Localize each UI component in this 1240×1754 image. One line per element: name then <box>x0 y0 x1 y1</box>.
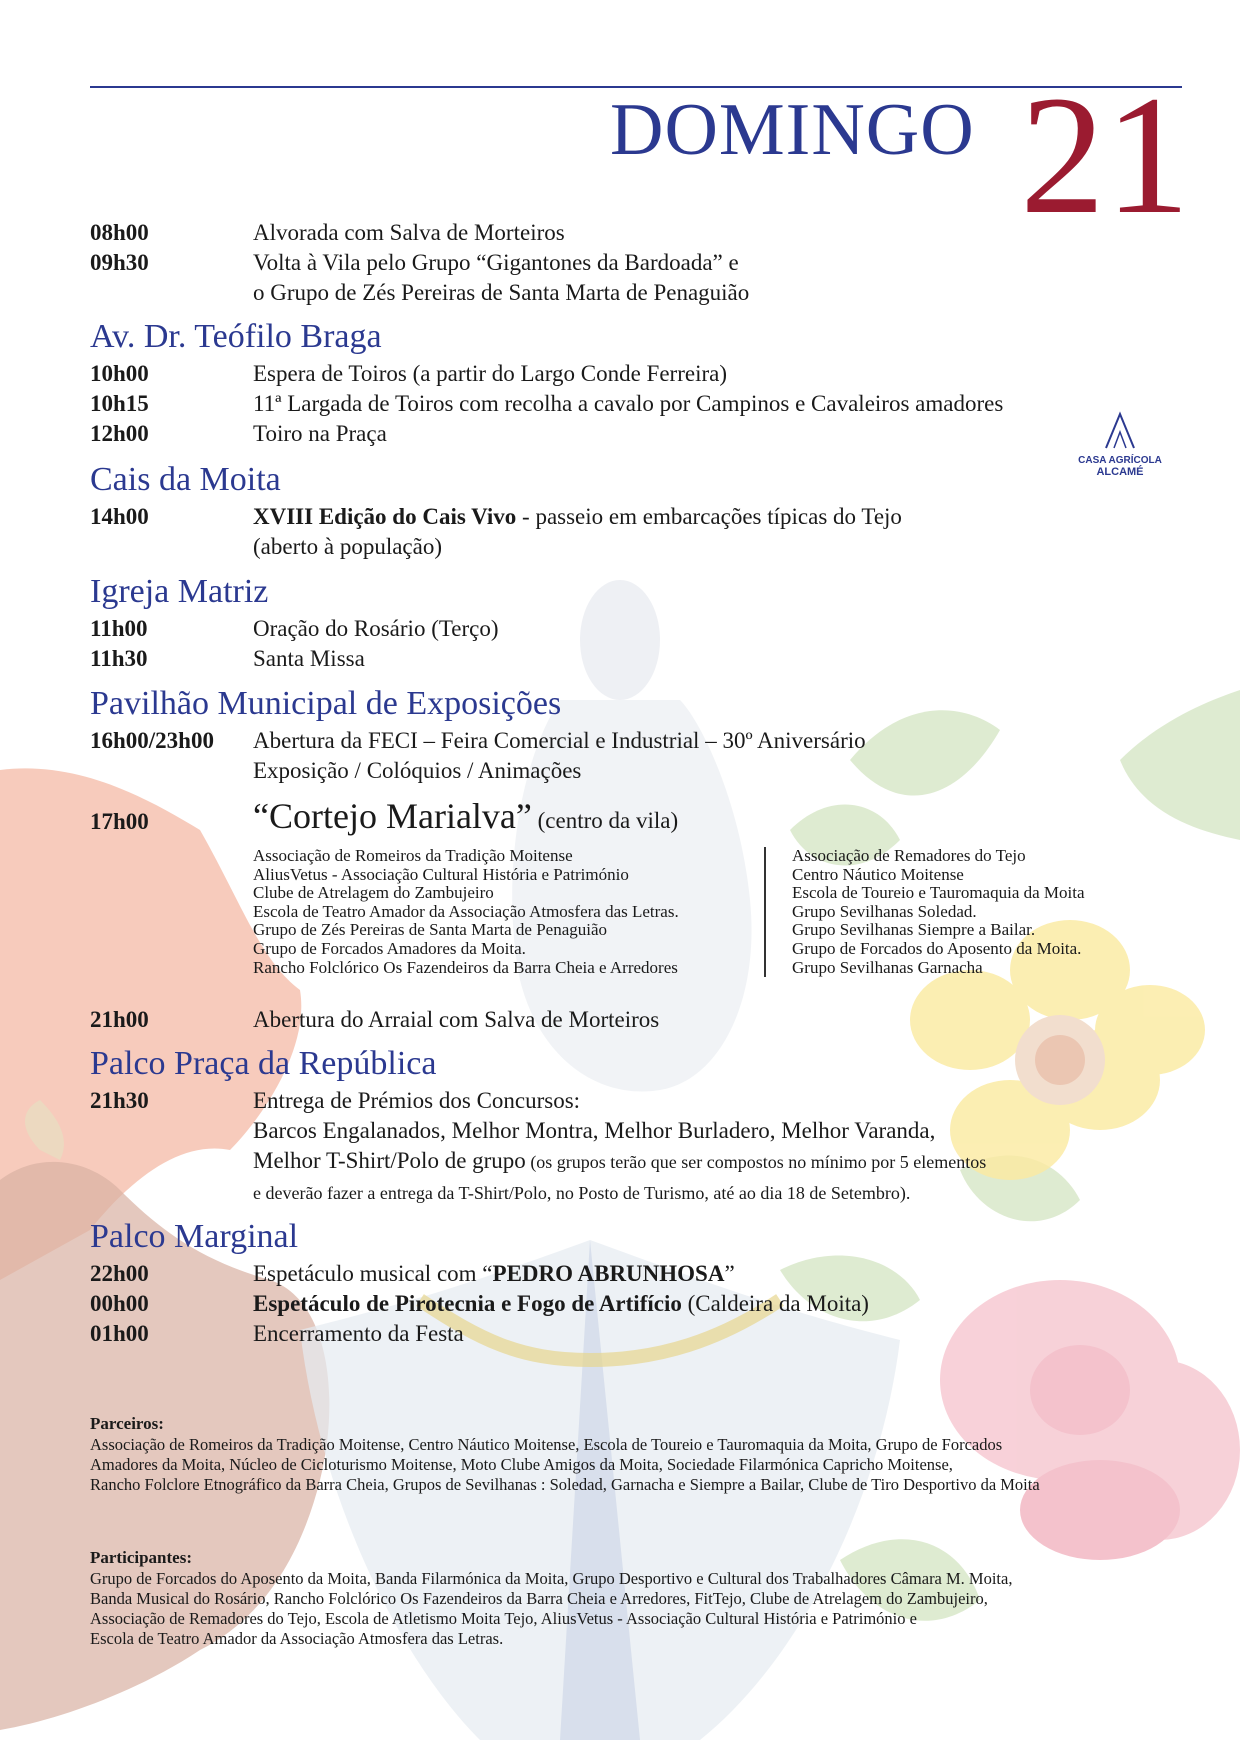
event-text: Alvorada com Salva de Morteiros <box>253 220 565 245</box>
event-text <box>253 796 679 836</box>
event-text: (aberto à população) <box>253 534 443 559</box>
time-label: 11h30 <box>90 646 148 671</box>
time-label: 21h30 <box>90 1088 149 1113</box>
logo-text: CASA AGRÍCOLA <box>1078 455 1162 466</box>
participant-item: Escola de Teatro Amador da Associação Atmosfera das Letras. <box>253 901 679 921</box>
partners-line: Rancho Folclore Etnográfico da Barra Cheia, Grupos de Sevilhanas : Soledad, Garnacha e Siempre a Bailar, Clube de Tiro Desportivo da Moita <box>90 1475 1040 1494</box>
participant-item: Grupo Sevilhanas Soledad. <box>792 901 977 921</box>
event-text <box>253 502 902 532</box>
participant-item: Associação de Remadores do Tejo <box>792 846 1026 865</box>
event-text <box>253 1146 986 1177</box>
participants-title: Participantes: <box>90 1548 192 1567</box>
participant-item: AliusVetus - Associação Cultural História e Património <box>253 864 629 884</box>
event-highlight: PEDRO ABRUNHOSA <box>492 1261 725 1286</box>
time-label: 08h00 <box>90 220 149 245</box>
day-number: 21 <box>1020 61 1190 249</box>
event-text: Toiro na Praça <box>253 421 387 446</box>
participants-text <box>90 1569 1150 1649</box>
partners-line: Amadores da Moita, Núcleo de Cicloturismo Moitense, Moto Clube Amigos da Moita, Sociedade Filarmónica Capricho Moitense, <box>90 1455 953 1474</box>
participants-line: Escola de Teatro Amador da Associação Atmosfera das Letras. <box>90 1629 504 1648</box>
event-text: o Grupo de Zés Pereiras de Santa Marta de Penaguião <box>253 280 750 305</box>
event-text: Exposição / Colóquios / Animações <box>253 758 582 783</box>
event-text: Abertura do Arraial com Salva de Morteiros <box>253 1007 660 1032</box>
participant-item: Grupo Sevilhanas Siempre a Bailar. <box>792 920 1036 940</box>
event-text: Volta à Vila pelo Grupo “Gigantones da Bardoada” e <box>253 250 739 275</box>
participants-line: Banda Musical do Rosário, Rancho Folclórico Os Fazendeiros da Barra Cheia e Arredores, FitTejo, Clube de Atrelagem do Zambujeiro, <box>90 1589 988 1608</box>
event-highlight: Espetáculo de Pirotecnia e Fogo de Artifício <box>253 1291 682 1316</box>
time-label: 16h00/23h00 <box>90 728 214 753</box>
event-text <box>253 1319 464 1349</box>
participant-item: Grupo de Forcados Amadores da Moita. <box>253 938 526 958</box>
event-text: Abertura da FECI – Feira Comercial e Industrial – 30º Aniversário <box>253 728 866 753</box>
participant-item: Grupo de Forcados do Aposento da Moita. <box>792 938 1082 958</box>
event-post: (Caldeira da Moita) <box>681 1291 869 1316</box>
participant-item: Grupo de Zés Pereiras de Santa Marta de Penaguião <box>253 920 608 940</box>
participant-item: Grupo Sevilhanas Garnacha <box>792 957 983 977</box>
event-text: Santa Missa <box>253 646 365 671</box>
time-label: 17h00 <box>90 809 149 834</box>
participant-item: Centro Náutico Moitense <box>792 864 964 884</box>
participant-item: Rancho Folclórico Os Fazendeiros da Barra Cheia e Arredores <box>253 957 678 977</box>
cortejo-title: “Cortejo Marialva” <box>253 796 532 836</box>
event-pre: Encerramento da Festa <box>253 1321 464 1346</box>
sponsor-logo <box>1070 410 1170 478</box>
prize-note: e deverão fazer a entrega da T-Shirt/Polo, no Posto de Turismo, até ao dia 18 de Setembro). <box>253 1183 911 1203</box>
event-text: Entrega de Prémios dos Concursos: <box>253 1088 581 1113</box>
prize-item: Melhor T-Shirt/Polo de grupo <box>253 1148 526 1173</box>
section-heading: Igreja Matriz <box>90 573 269 610</box>
participant-item: Escola de Toureio e Tauromaquia da Moita <box>792 883 1085 903</box>
event-text <box>253 1289 869 1319</box>
event-pre: Espetáculo musical com “ <box>253 1261 493 1286</box>
logo-text: ALCAMÉ <box>1096 466 1144 478</box>
cortejo-participants-right <box>792 847 1085 977</box>
participant-item: Clube de Atrelagem do Zambujeiro <box>253 883 494 903</box>
participant-item: Associação de Romeiros da Tradição Moitense <box>253 846 573 865</box>
time-label: 11h00 <box>90 616 148 641</box>
partners-title: Parceiros: <box>90 1414 164 1433</box>
prize-note: (os grupos terão que ser compostos no mínimo por 5 elementos <box>525 1152 987 1172</box>
cortejo-participants-left <box>253 847 679 977</box>
time-label: 22h00 <box>90 1261 149 1286</box>
section-heading: Palco Marginal <box>90 1218 299 1255</box>
time-label: 12h00 <box>90 421 149 446</box>
time-label: 14h00 <box>90 504 149 529</box>
section-heading: Pavilhão Municipal de Exposições <box>90 685 562 722</box>
partners-text <box>90 1435 1150 1495</box>
day-title: DOMINGO <box>610 89 975 171</box>
event-highlight: XVIII Edição do Cais Vivo <box>253 504 517 529</box>
section-heading: Av. Dr. Teófilo Braga <box>90 318 382 355</box>
participants-line: Grupo de Forcados do Aposento da Moita, Banda Filarmónica da Moita, Grupo Desportivo e Cultural dos Trabalhadores Câmara M. Moita, <box>90 1569 1013 1588</box>
event-text: Oração do Rosário (Terço) <box>253 616 499 641</box>
event-text <box>253 1259 735 1289</box>
column-divider <box>764 847 766 977</box>
time-label: 01h00 <box>90 1321 149 1346</box>
event-text: 11ª Largada de Toiros com recolha a cavalo por Campinos e Cavaleiros amadores <box>253 391 1004 416</box>
participants-line: Associação de Remadores do Tejo, Escola de Atletismo Moita Tejo, AliusVetus - Associação Cultural História e Património e <box>90 1609 917 1628</box>
section-heading: Palco Praça da República <box>90 1045 437 1082</box>
cortejo-subtitle: (centro da vila) <box>537 808 679 833</box>
time-label: 10h15 <box>90 391 149 416</box>
time-label: 10h00 <box>90 361 149 386</box>
event-text: Barcos Engalanados, Melhor Montra, Melhor Burladero, Melhor Varanda, <box>253 1118 936 1143</box>
partners-line: Associação de Romeiros da Tradição Moitense, Centro Náutico Moitense, Escola de Toureio e Tauromaquia da Moita, Grupo de Forcados <box>90 1435 1003 1454</box>
time-label: 09h30 <box>90 250 149 275</box>
time-label: 21h00 <box>90 1007 149 1032</box>
section-heading: Cais da Moita <box>90 461 281 498</box>
event-text: Espera de Toiros (a partir do Largo Conde Ferreira) <box>253 361 727 386</box>
event-post: ” <box>724 1261 735 1286</box>
time-label: 00h00 <box>90 1291 149 1316</box>
logo-mark-icon <box>1100 410 1140 450</box>
event-detail: - passeio em embarcações típicas do Tejo <box>516 504 902 529</box>
